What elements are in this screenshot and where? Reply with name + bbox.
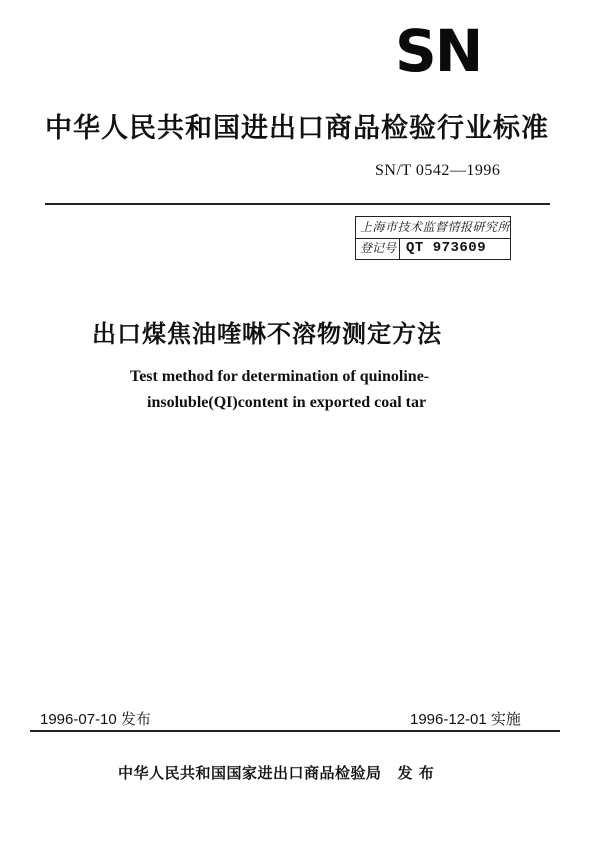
publisher-name: 中华人民共和国国家进出口商品检验局 bbox=[118, 764, 382, 782]
stamp-institute: 上海市技术监督情报研究所 bbox=[356, 217, 510, 239]
publisher-suffix: 发 布 bbox=[397, 764, 435, 782]
stamp-label: 登记号 bbox=[356, 238, 400, 259]
publisher bbox=[118, 762, 434, 783]
implementation-date: 1996-12-01 实施 bbox=[410, 711, 521, 728]
registration-stamp bbox=[355, 216, 511, 260]
stamp-number: QT 973609 bbox=[406, 240, 487, 256]
document-title-english-line2: insoluble(QI)content in exported coal tar bbox=[147, 394, 427, 411]
stamp-registration-row bbox=[356, 238, 510, 259]
footer-divider bbox=[30, 730, 560, 732]
industry-standard-title: 中华人民共和国进出口商品检验行业标准 bbox=[45, 113, 549, 144]
document-title-english-line1: Test method for determination of quinoline- bbox=[130, 368, 430, 385]
standard-code: SN/T 0542—1996 bbox=[375, 162, 501, 179]
sn-logo: SN bbox=[395, 17, 482, 85]
issue-date: 1996-07-10 发布 bbox=[40, 711, 151, 728]
header-divider bbox=[45, 203, 550, 205]
document-title-chinese: 出口煤焦油喹啉不溶物测定方法 bbox=[92, 320, 442, 348]
